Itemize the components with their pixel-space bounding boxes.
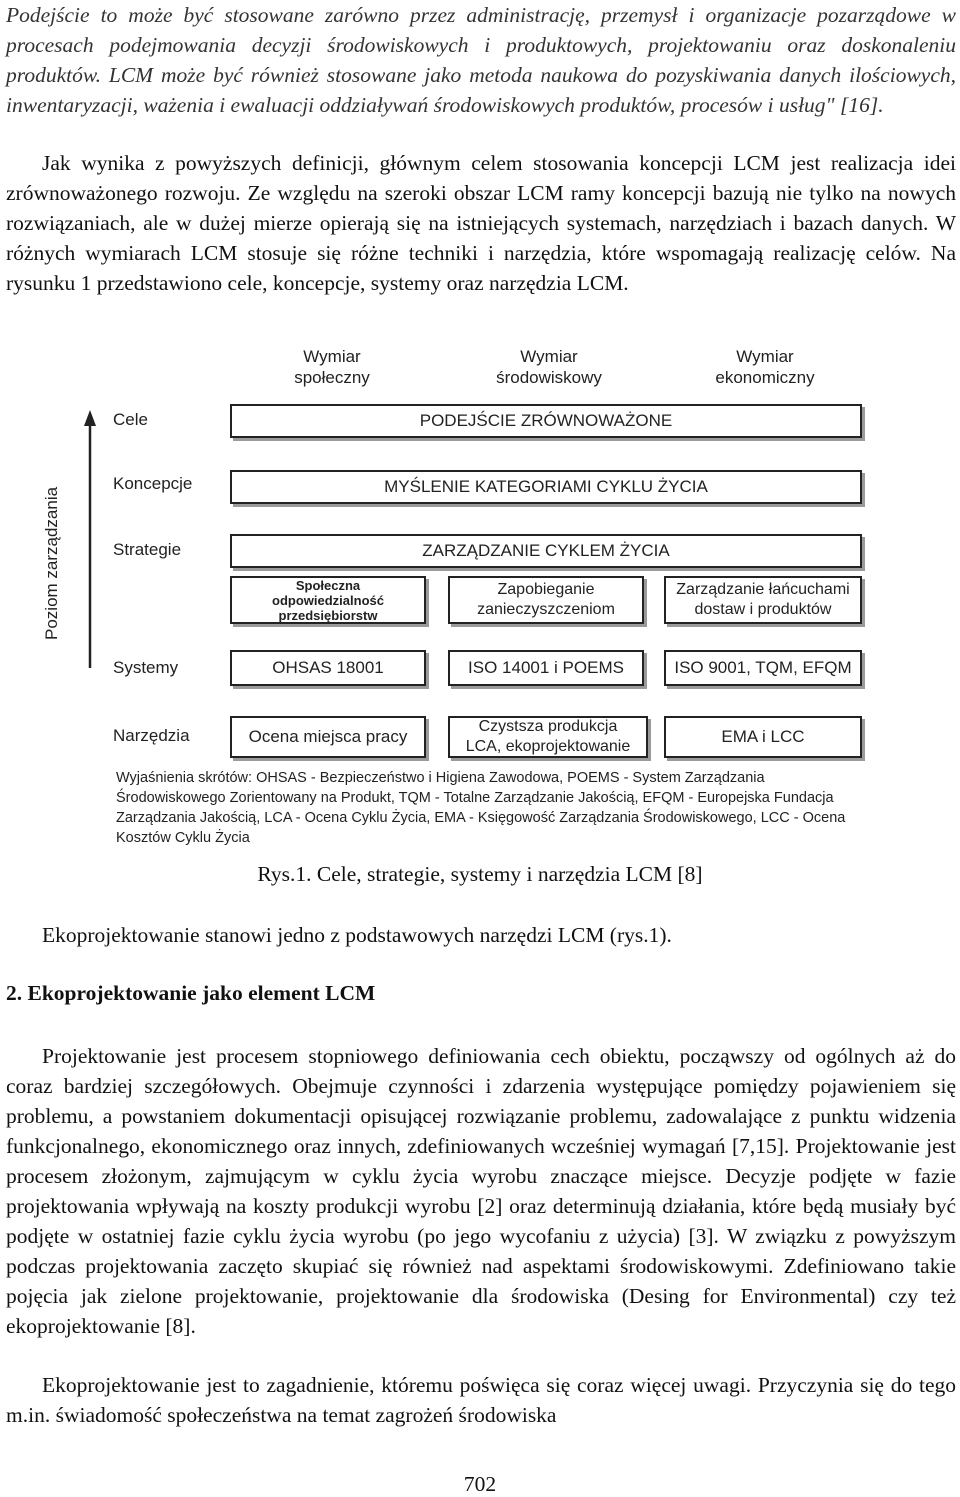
ekoprojekt-paragraph: Ekoprojektowanie jest to zagadnienie, któremu poświęca się coraz więcej uwagi. Przyczynia się do tego m.in. świadomość społeczeństwa na temat zagrożeń środowiska [6, 1373, 956, 1427]
page-number: 702 [463, 1472, 497, 1496]
lcm-paragraph: Jak wynika z powyższych definicji, głównym celem stosowania koncepcji LCM jest realizacja idei zrównoważonego rozwoju. Ze względu na szeroki obszar LCM ramy koncepcji bazują nie tylko na nowych rozwiązaniach, ale w dużej mierze opierają się na istniejących systemach, narzędziach i bazach danych. W różnych wymiarach LCM stosuje się różne techniki i narzędzia, które wspomagają realizację celów. Na rysunku 1 przedstawiono cele, koncepcje, systemy oraz narzędzia LCM. [6, 151, 956, 295]
section-heading: 2. Ekoprojektowanie jako element LCM [6, 981, 376, 1005]
box-koncepcje: MYŚLENIE KATEGORIAMI CYKLU ŻYCIA [230, 470, 862, 504]
level-strategie: Strategie [113, 540, 182, 559]
axis-arrow-icon [80, 410, 100, 670]
level-koncepcje: Koncepcje [113, 474, 193, 493]
ekoprojekt-sentence: Ekoprojektowanie stanowi jedno z podstawowych narzędzi LCM (rys.1). [42, 923, 672, 947]
box-systemy-econ: ISO 9001, TQM, EFQM [664, 650, 862, 686]
dimension-economic: Wymiar ekonomiczny [715, 347, 815, 387]
box-strategie-env: Zapobieganie zanieczyszczeniom [448, 576, 644, 624]
box-narzedzia-social: Ocena miejsca pracy [230, 716, 426, 758]
intro-paragraph: Podejście to może być stosowane zarówno przez administrację, przemysł i organizacje pozarządowe w procesach podejmowania decyzji środowiskowych i produktowych, projektowaniu oraz doskonaleniu produktów. LCM może być również stosowane jako metoda naukowa do pozyskiwania danych ilościowych, inwentaryzacji, ważenia i ewaluacji oddziaływań środowiskowych produktów, procesów i usług" [16]. [6, 3, 956, 117]
box-cele: PODEJŚCIE ZRÓWNOWAŻONE [230, 404, 862, 438]
level-cele: Cele [113, 410, 148, 429]
box-systemy-env: ISO 14001 i POEMS [448, 650, 644, 686]
box-systemy-social: OHSAS 18001 [230, 650, 426, 686]
box-strategie-social: Społeczna odpowiedzialność przedsiębiorstw [230, 576, 426, 624]
axis-label: Poziom zarządzania [42, 486, 61, 640]
box-narzedzia-econ: EMA i LCC [664, 716, 862, 758]
box-strategie-econ: Zarządzanie łańcuchami dostaw i produktów [664, 576, 862, 624]
figure-caption: Rys.1. Cele, strategie, systemy i narzędzia LCM [8] [257, 862, 703, 886]
level-narzedzia: Narzędzia [113, 726, 190, 745]
dimension-social: Wymiar społeczny [294, 347, 370, 387]
projektowanie-paragraph: Projektowanie jest procesem stopniowego definiowania cech obiektu, począwszy od ogólnych aż do coraz bardziej szczegółowych. Obejmuje czynności i zdarzenia występujące pomiędzy pojawieniem się problemu, a powstaniem dokumentacji opisującej rozwiązanie problemu, zadowalające z punktu widzenia funkcjonalnego, ekonomicznego oraz innych, zdefiniowanych wcześniej wymagań [7,15]. Projektowanie jest procesem złożonym, zajmującym w cyklu życia wyrobu znaczące miejsce. Decyzje podjęte w fazie projektowania wpływają na koszty produkcji wyrobu [2] oraz determinują działania, które będą musiały być podjęte w ostatniej fazie cyklu życia wyrobu (po jego wycofaniu z użycia) [3]. W związku z powyższym podczas projektowania zaczęto skupiać się również nad aspektami środowiskowymi. Zdefiniowano takie pojęcia jak zielone projektowanie, projektowanie dla środowiska (Desing for Environmental) czy też ekoprojektowanie [8]. [6, 1044, 956, 1338]
box-strategie: ZARZĄDZANIE CYKLEM ŻYCIA [230, 534, 862, 568]
level-systemy: Systemy [113, 658, 179, 677]
dimension-environmental: Wymiar środowiskowy [496, 347, 602, 387]
box-narzedzia-env: Czystsza produkcja LCA, ekoprojektowanie [448, 716, 648, 758]
figure-legend: Wyjaśnienia skrótów: OHSAS - Bezpieczeństwo i Higiena Zawodowa, POEMS - System Zarządzania Środowiskowego Zorientowany na Produkt, TQM - Totalne Zarządzanie Jakością, EFQM - Europejska Fundacja Zarządzania Jakością, LCA - Ocena Cyklu Życia, EMA - Księgowość Zarządzania Środowiskowego, LCC - Ocena Kosztów Cyklu Życia [116, 770, 846, 846]
